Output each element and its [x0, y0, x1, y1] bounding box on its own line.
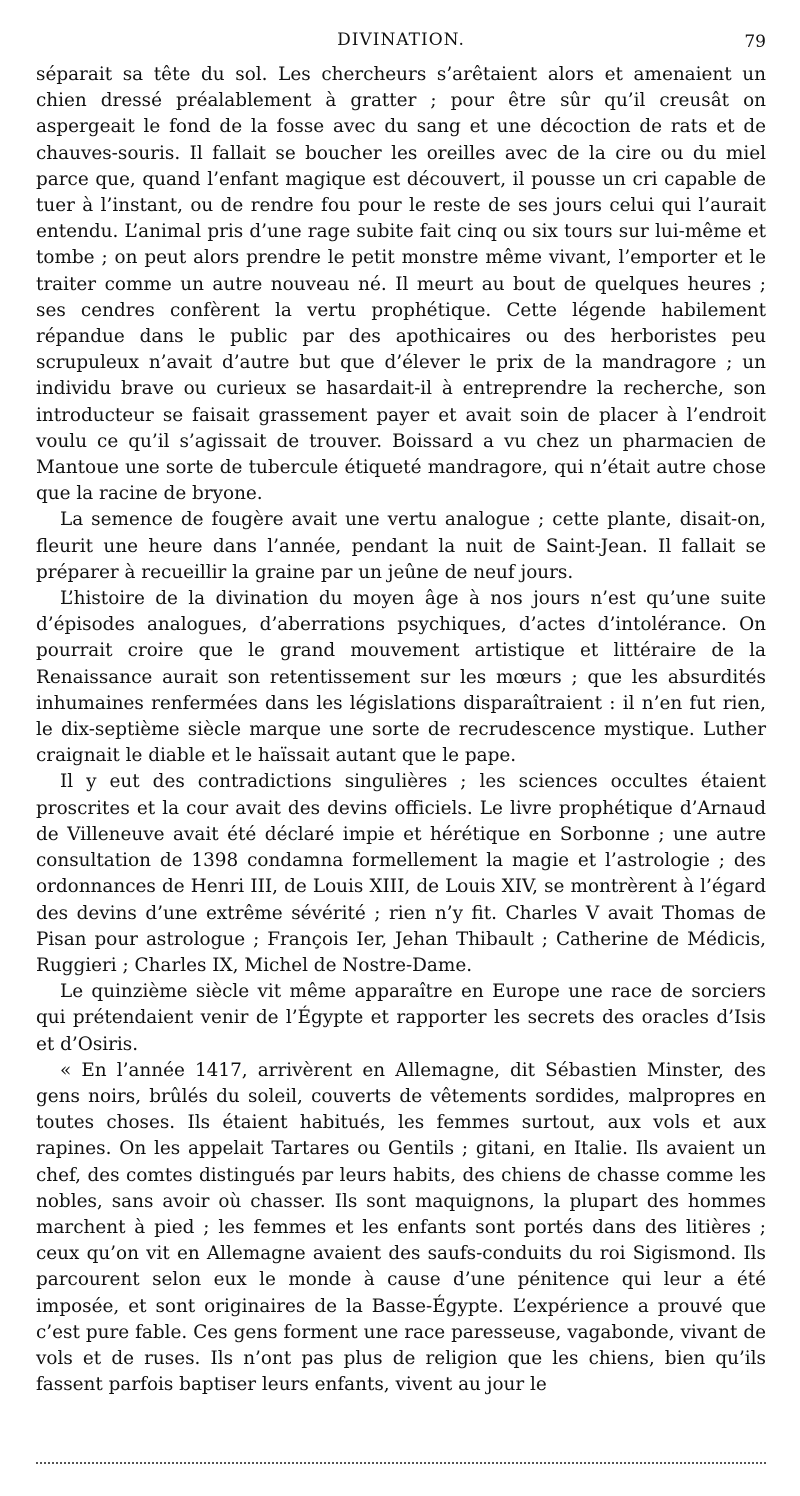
paragraph: La semence de fougère avait une vertu analogue ; cette plante, disait-on, fleurit une heure dans l’année, pendant la nuit de Saint-Jean. Il fallait se préparer à recueillir la graine par un jeûne de neuf jours.	[36, 509, 766, 583]
body-text	[36, 62, 766, 1398]
paragraph: séparait sa tête du sol. Les chercheurs s’arêtaient alors et amenaient un chien dressé préalablement à gratter ; pour être sûr qu’il creusât on aspergeait le fond de la fosse avec du sang et une décoction de rats et de chauves-souris. Il fallait se boucher les oreilles avec de la cire ou du miel parce que, quand l’enfant magique est découvert, il pousse un cri capable de tuer à l’instant, ou de rendre fou pour le reste de ses jours celui qui l’aurait entendu. L’animal pris d’une rage subite fait cinq ou six tours sur lui-même et tombe ; on peut alors prendre le petit monstre même vivant, l’emporter et le traiter comme un autre nouveau né. Il meurt au bout de quelques heures ; ses cendres confèrent la vertu prophétique. Cette légende habilement répandue dans le public par des apothicaires ou des herboristes peu scrupuleux n’avait d’autre but que d’élever le prix de la mandragore ; un individu brave ou curieux se hasardait-il à entreprendre la recherche, son introducteur se faisait grassement payer et avait soin de placer à l’endroit voulu ce qu’il s’agissait de trouver. Boissard a vu chez un pharmacien de Mantoue une sorte de tubercule étiqueté mandragore, qui n’était autre chose que la racine de bryone.	[36, 64, 766, 505]
running-title: DIVINATION.	[337, 30, 465, 50]
paragraph: « En l’année 1417, arrivèrent en Allemagne, dit Sébastien Minster, des gens noirs, brûlés du soleil, couverts de vêtements sordides, malpropres en toutes choses. Ils étaient habitués, les femmes surtout, aux vols et aux rapines. On les appelait Tartares ou Gentils ; gitani, en Italie. Ils avaient un chef, des comtes distingués par leurs habits, des chiens de chasse comme les nobles, sans avoir où chasser. Ils sont maquignons, la plupart des hommes marchent à pied ; les femmes et les enfants sont portés dans des litières ; ceux qu’on vit en Allemagne avaient des saufs-conduits du roi Sigismond. Ils parcourent selon eux le monde à cause d’une pénitence qui leur a été imposée, et sont originaires de la Basse-Égypte. L’expérience a prouvé que c’est pure fable. Ces gens forment une race paresseuse, vagabonde, vivant de vols et de ruses. Ils n’ont pas plus de religion que les chiens, bien qu’ils fassent parfois baptiser leurs enfants, vivent au jour le	[36, 1059, 766, 1396]
footer-dotted-rule	[36, 1462, 766, 1464]
paragraph: L’histoire de la divination du moyen âge à nos jours n’est qu’une suite d’épisodes analogues, d’aberrations psychiques, d’actes d’intolérance. On pourrait croire que le grand mouvement artistique et littéraire de la Renaissance aurait son retentissement sur les mœurs ; que les absurdités inhumaines renfermées dans les législations disparaîtraient : il n’en fut rien, le dix-septième siècle marque une sorte de recrudescence mystique. Luther craignait le diable et le haïssait autant que le pape.	[36, 588, 766, 767]
page-number: 79	[744, 32, 766, 52]
running-head	[36, 30, 766, 56]
paragraph: Il y eut des contradictions singulières ; les sciences occultes étaient proscrites et la cour avait des devins officiels. Le livre prophétique d’Arnaud de Villeneuve avait été déclaré impie et hérétique en Sorbonne ; une autre consultation de 1398 condamna formellement la magie et l’astrologie ; des ordonnances de Henri III, de Louis XIII, de Louis XIV, se montrèrent à l’égard des devins d’une extrême sévérité ; rien n’y fit. Charles V avait Thomas de Pisan pour astrologue ; François Ier, Jehan Thibault ; Catherine de Médicis, Ruggieri ; Charles IX, Michel de Nostre-Dame.	[36, 771, 766, 976]
paragraph: Le quinzième siècle vit même apparaître en Europe une race de sorciers qui prétendaient venir de l’Égypte et rapporter les secrets des oracles d’Isis et d’Osiris.	[36, 981, 766, 1055]
